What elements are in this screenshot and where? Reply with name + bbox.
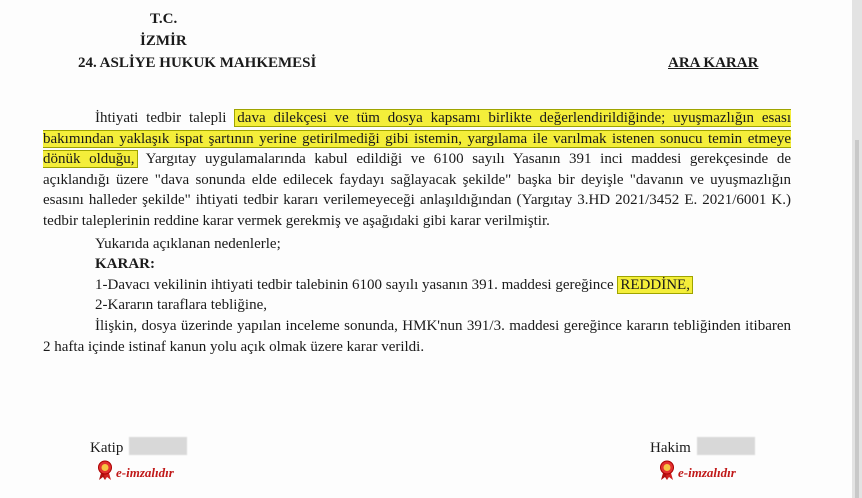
esign-label: e-imzalıdır [678,465,736,480]
judge-signature [650,437,755,457]
ruling-type-title: ARA KARAR [668,55,759,71]
header-tc: T.C. [150,11,178,27]
judge-label: Hakim [650,440,691,456]
scrollbar[interactable] [852,0,862,498]
clerk-label: Katip [90,440,124,456]
paragraph-verdict-heading: KARAR: [95,256,155,273]
redacted-name [129,437,187,455]
redacted-name [697,437,755,455]
paragraph-closing: İlişkin, dosya üzerinde yapılan inceleme sonunda, HMK'nun 391/3. maddesi gereğince kararın tebliğinden itibaren 2 hafta içinde istinaf kanun yolu açık olmak üzere karar verildi. [43,317,791,355]
header-city: İZMİR [140,33,187,49]
highlight-reasoning: dava dilekçesi ve tüm dosya kapsamı birlikte değerlendirildiğinde; uyuşmazlığın esası bakımından yaklaşık ispat şartının yerine getirilmediği gibi istemin, yargılama ile varılmak istenen sonucu temin etmeye dönük olduğu, [43,110,791,168]
esign-label: e-imzalıdır [116,465,174,480]
scrollbar-thumb[interactable] [855,140,859,498]
clerk-signature [90,437,187,457]
reasoning-lead: İhtiyati tedbir talepli [95,110,235,126]
paragraph-verdict-2: 2-Kararın taraflara tebliğine, [95,297,267,314]
paragraph-reasons-intro: Yukarıda açıklanan nedenlerle; [95,235,281,252]
document-body [43,108,791,357]
judge-esign [659,460,736,484]
verdict-1-lead: 1-Davacı vekilinin ihtiyati tedbir talebinin 6100 sayılı yasanın 391. maddesi gereğince [95,276,618,293]
paragraph-verdict-1 [43,275,791,296]
highlight-reddine: REDDİNE, [617,276,693,294]
header-court-name: 24. ASLİYE HUKUK MAHKEMESİ [78,55,317,71]
seal-icon [659,460,675,484]
reasoning-tail: Yargıtay uygulamalarında kabul edildiği ve 6100 sayılı Yasanın 391 inci maddesi gerekçesinde de açıklandığı üzere "dava sonunda elde edilecek faydayı sağlayacak şekilde" başka bir deyişle "davanın ve uyuşmazlığın esasını halleder şekilde" ihtiyati tedbir kararı verilemeyeceği anlaşıldığından (Yargıtay 3.HD 2021/3452 E. 2021/6001 K.) tedbir taleplerinin reddine karar vermek gerekmiş ve aşağıdaki gibi karar verilmiştir. [43,151,791,229]
paragraph-reasoning [43,108,791,232]
clerk-esign [97,460,174,484]
seal-icon [97,460,113,484]
